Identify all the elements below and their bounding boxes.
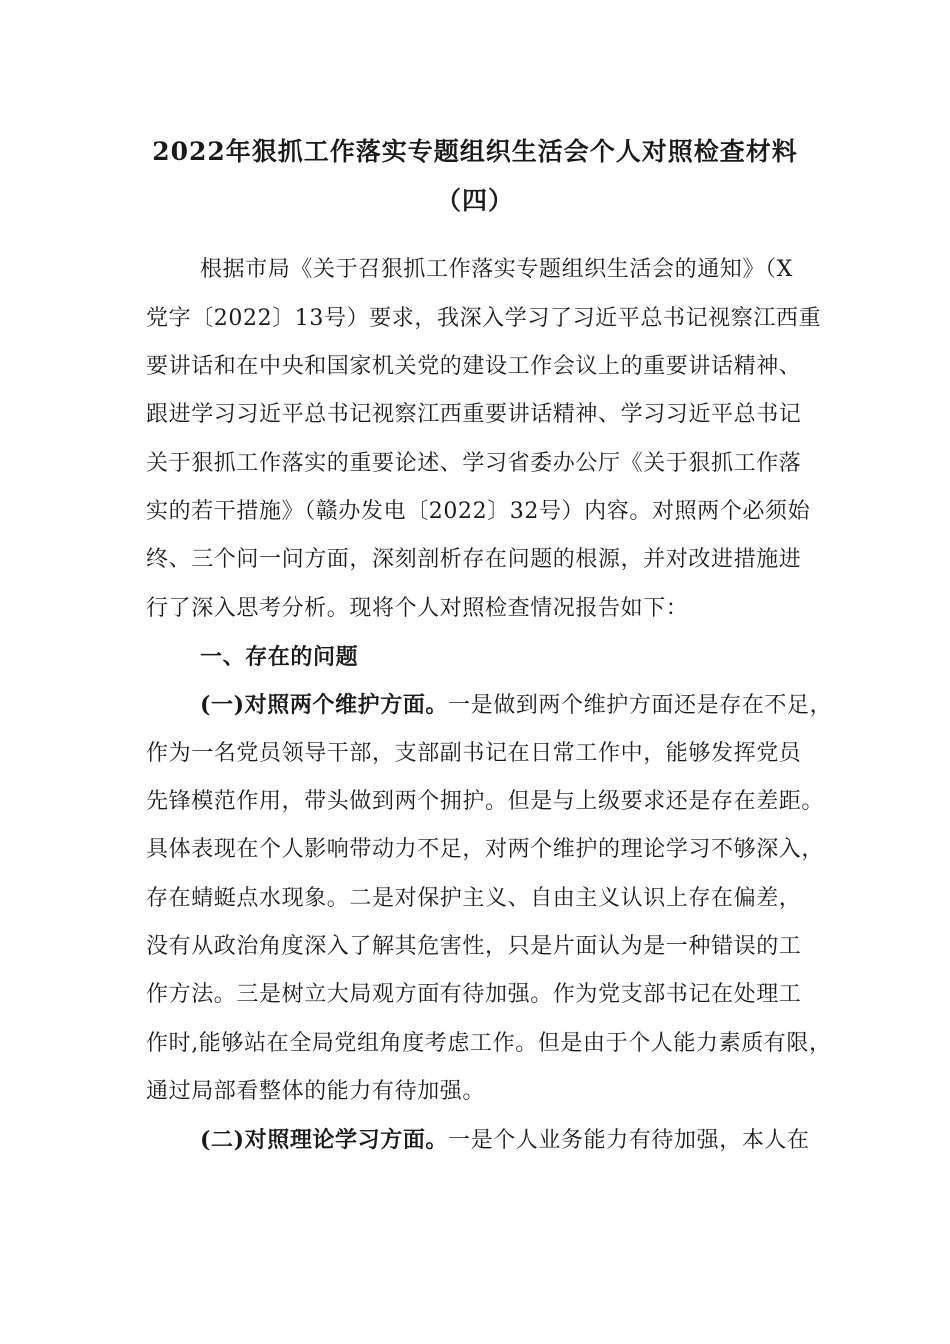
subsection-text: 一是个人业务能力有待加强，本人在 <box>448 1128 810 1153</box>
body-line: 作为一名党员领导干部，支部副书记在日常工作中，能够发挥党员 <box>146 741 802 766</box>
body-line: 先锋模范作用，带头做到两个拥护。但是与上级要求还是存在差距。 <box>146 789 825 814</box>
intro-line: 终、三个问一问方面，深刻剖析存在问题的根源，并对改进措施进 <box>146 547 802 572</box>
intro-line: 要讲话和在中央和国家机关党的建设工作会议上的重要讲话精神、 <box>146 354 802 379</box>
body-line: 作时,能够站在全局党组角度考虑工作。但是由于个人能力素质有限， <box>146 1031 832 1056</box>
document-title-suffix: （四） <box>435 186 514 215</box>
subsection-heading: (一)对照两个维护方面。 <box>200 692 449 718</box>
body-line: 通过局部看整体的能力有待加强。 <box>146 1079 486 1104</box>
intro-line: 关于狠抓工作落实的重要论述、学习省委办公厅《关于狠抓工作落 <box>146 451 802 476</box>
subsection-first-line <box>200 692 832 719</box>
subsection-first-line <box>200 1127 810 1154</box>
section-heading: 一、存在的问题 <box>200 644 359 670</box>
document-title: 2022年狠抓工作落实专题组织生活会个人对照检查材料 <box>152 137 798 166</box>
intro-line: 行了深入思考分析。现将个人对照检查情况报告如下： <box>146 596 689 621</box>
body-line: 没有从政治角度深入了解其危害性，只是片面认为是一种错误的工 <box>146 934 802 959</box>
body-line: 作方法。三是树立大局观方面有待加强。作为党支部书记在处理工 <box>146 982 802 1007</box>
intro-line: 跟进学习习近平总书记视察江西重要讲话精神、学习习近平总书记 <box>146 402 802 427</box>
subsection-text: 一是做到两个维护方面还是存在不足， <box>448 693 833 718</box>
body-line: 存在蜻蜓点水现象。二是对保护主义、自由主义认识上存在偏差， <box>146 886 802 911</box>
intro-line: 党字〔2022〕13号）要求，我深入学习了习近平总书记视察江西重 <box>146 306 822 331</box>
body-line: 具体表现在个人影响带动力不足，对两个维护的理论学习不够深入， <box>146 837 825 862</box>
subsection-heading: (二)对照理论学习方面。 <box>200 1127 449 1153</box>
intro-line: 根据市局《关于召狠抓工作落实专题组织生活会的通知》（X <box>200 257 793 282</box>
intro-line: 实的若干措施》（赣办发电〔2022〕32号）内容。对照两个必须始 <box>146 499 811 524</box>
